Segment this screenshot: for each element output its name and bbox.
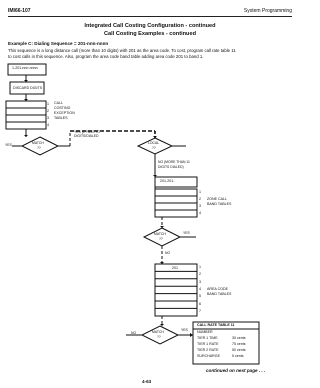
area-num-5: 5 bbox=[199, 294, 201, 298]
rate-row-value-2: 30 cents bbox=[232, 336, 246, 340]
zone-label-1: ZONE CALL bbox=[207, 197, 227, 201]
yes-label-mid: YES bbox=[183, 231, 190, 235]
match-mid-qq: ?? bbox=[159, 237, 163, 241]
page-title: Integrated Call Costing Configuration - continued bbox=[84, 23, 216, 29]
area-num-6: 6 bbox=[199, 302, 201, 306]
doc-id: IMI66-107 bbox=[8, 8, 31, 14]
area-num-7: 7 bbox=[199, 309, 201, 313]
rate-row-label-1: NUMBER bbox=[197, 330, 213, 334]
yes-label-top: YES bbox=[5, 143, 12, 147]
rate-row-label-3: TIER 1 RATE bbox=[197, 342, 219, 346]
exception-tables-label-3: EXCEPTION bbox=[54, 111, 75, 115]
no-label-bottom: NO bbox=[131, 331, 137, 335]
area-num-4: 4 bbox=[199, 287, 201, 291]
dialed-number-text: 1-201-nnn-nnnn bbox=[12, 66, 38, 70]
rate-row-value-5: 5 cents bbox=[232, 354, 244, 358]
yes-pass-line1: YES (1 PASS TO bbox=[74, 130, 101, 134]
match-top-label: MATCH bbox=[32, 141, 44, 145]
rate-table-title: CALL RATE TABLE 11 bbox=[197, 323, 235, 327]
no-label-mid: NO bbox=[165, 251, 171, 255]
continued-note: continued on next page . . . bbox=[206, 368, 266, 373]
area-code-label-2: BAND TABLES bbox=[207, 292, 232, 296]
no-more-than-line1: NO (MORE THAN 11 bbox=[158, 160, 190, 164]
area-num-2: 2 bbox=[199, 272, 201, 276]
zone-num-3: 3 bbox=[199, 204, 201, 208]
yes-pass-line2: DIGITS/DIALED bbox=[74, 134, 99, 138]
rate-row-label-2: TIER 1 TIME bbox=[197, 336, 218, 340]
zone-num-4: 4 bbox=[199, 211, 201, 215]
exception-table-num-4: 4 bbox=[47, 123, 49, 127]
rate-row-value-4: 50 cents bbox=[232, 348, 246, 352]
exception-table-num-2: 2 bbox=[47, 109, 49, 113]
zone-num-1: 1 bbox=[199, 190, 201, 194]
yes-label-bottom: YES bbox=[181, 328, 188, 332]
zone-num-2: 2 bbox=[199, 197, 201, 201]
exception-table-num-3: 3 bbox=[47, 116, 49, 120]
page-number: 4-63 bbox=[142, 379, 152, 384]
match-top-qq: ?? bbox=[37, 146, 41, 150]
rate-row-label-5: SURCHARGE bbox=[197, 354, 220, 358]
area-code-label-1: AREA CODE bbox=[207, 287, 228, 291]
exception-tables-label-2: COSTING bbox=[54, 106, 71, 110]
match-bottom-label: MATCH bbox=[152, 330, 164, 334]
rate-row-label-4: TIER 2 RATE bbox=[197, 348, 219, 352]
local-label: LOCAL bbox=[148, 141, 160, 145]
area-code-value: 201 bbox=[172, 266, 178, 270]
match-bottom-qq: ?? bbox=[157, 335, 161, 339]
rate-row-value-3: 75 cents bbox=[232, 342, 246, 346]
match-mid-label: MATCH bbox=[154, 232, 166, 236]
exception-tables-label-1: CALL bbox=[54, 101, 63, 105]
discard-digits-text: DISCARD DIGITS bbox=[13, 86, 43, 90]
no-more-than-line2: DIGITS DIALED) bbox=[158, 165, 184, 169]
area-num-1: 1 bbox=[199, 265, 201, 269]
page-subtitle: Call Costing Examples - continued bbox=[104, 31, 196, 37]
exception-table-num-1: 1 bbox=[47, 102, 49, 106]
exception-tables-label-4: TABLES bbox=[54, 116, 68, 120]
example-paragraph-line2: to cost calls in this sequence. Also, program the area code band table adding area code 201 to band 1. bbox=[8, 54, 204, 59]
sequence-text: 201-201- bbox=[160, 179, 175, 183]
area-num-3: 3 bbox=[199, 280, 201, 284]
example-heading: Example C: Dialing Sequence = 201-nnn-nnnn bbox=[8, 41, 109, 46]
local-qq: ?? bbox=[152, 146, 156, 150]
section-title: System Programming bbox=[243, 8, 292, 14]
example-paragraph-line1: This sequence is a long distance call (more than 10 digits) with 201 as the area code. To cost, program call rate table 11 bbox=[8, 48, 236, 53]
zone-label-2: BAND TABLES bbox=[207, 202, 232, 206]
